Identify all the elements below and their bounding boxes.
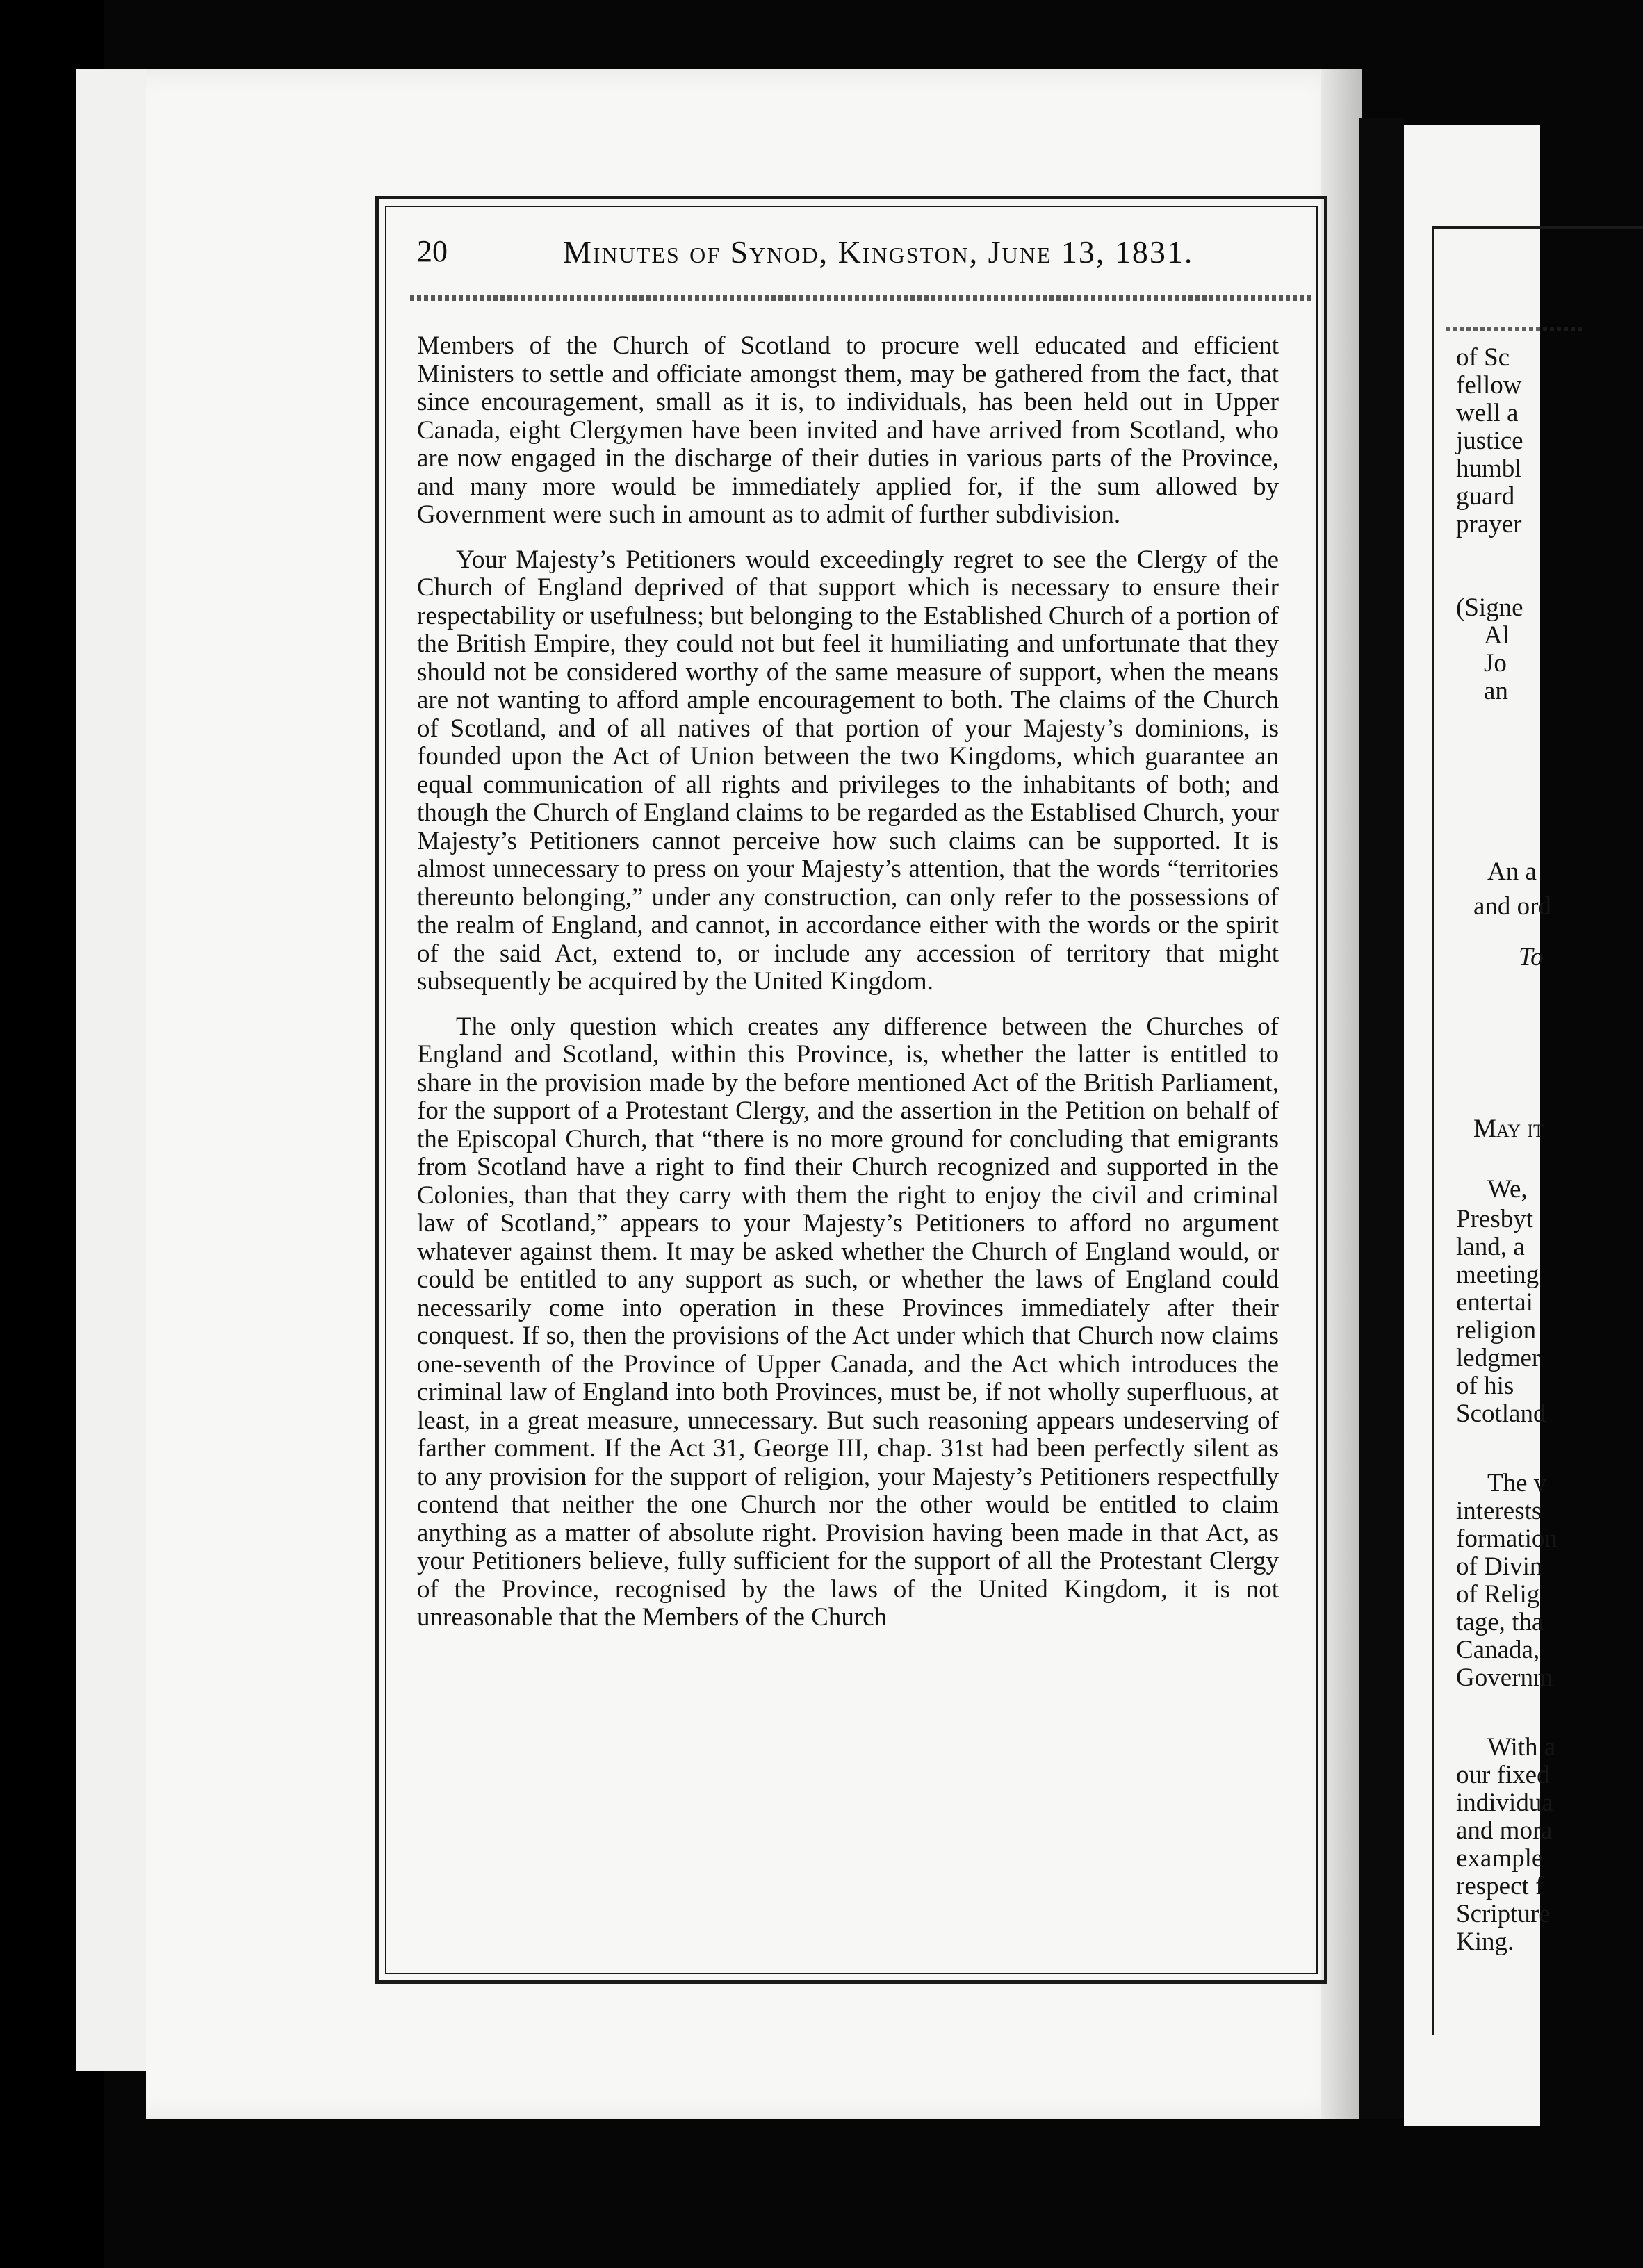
right-line: guard — [1456, 482, 1515, 511]
right-line: our fixed — [1456, 1761, 1550, 1789]
right-line: individua — [1456, 1789, 1553, 1817]
body-text — [417, 332, 1279, 1649]
right-line: humbl — [1456, 454, 1522, 483]
paragraph-1: Members of the Church of Scotland to procure well educated and efficient Ministers to settle and officiate amongst them, may be gathered from the fact, that since encouragement, small as it is, to individuals, has been held out in Upper Canada, eight Clergymen have been invited and have arrived from Scotland, who are now engaged in the discharge of their duties in various parts of the Province, and many more would be immediately applied for, if the sum allowed by Government were such in amount as to admit of further subdivision. — [417, 331, 1279, 529]
right-line: of Relig — [1456, 1580, 1540, 1609]
right-line: Scripture — [1456, 1900, 1551, 1928]
right-line: formation — [1456, 1525, 1558, 1553]
right-line: land, a — [1456, 1233, 1525, 1261]
right-line: and mora — [1456, 1816, 1553, 1845]
right-line: Presbyt — [1456, 1205, 1533, 1233]
right-line: Governm — [1456, 1663, 1553, 1692]
right-line: and ord — [1473, 892, 1551, 921]
right-line: prayer — [1456, 510, 1522, 539]
right-line: of Divin — [1456, 1552, 1543, 1581]
right-line: To — [1519, 943, 1544, 971]
right-page-head-rule — [1446, 327, 1585, 331]
right-line: meeting — [1456, 1260, 1539, 1289]
right-line: example — [1456, 1844, 1544, 1873]
right-line: interests — [1456, 1497, 1542, 1525]
paragraph-2: Your Majesty’s Petitioners would exceedingly regret to see the Clergy of the Church of England deprived of that support which is necessary to ensure their respectability or usefulness; but belonging to the Established Church of a portion of the British Empire, they could not but feel it humiliating and unfortunate that they should not be considered worthy of the same measure of support, when the means are not wanting to afford ample encouragement to both. The claims of the Church of Scotland, and of all natives of that portion of your Majesty’s dominions, is founded upon the Act of Union between the two Kingdoms, which guarantee an equal communication of all rights and privileges to the inhabitants of both; and though the Church of England claims to be regarded as the Establised Church, your Majesty’s Petitioners cannot perceive how such claims can be supported. It is almost unnecessary to press on your Majesty’s attention, that the words “territories thereunto belonging,” under any construction, can only refer to the possessions of the realm of England, and cannot, in accordance either with the words or the spirit of the said Act, extend to, or include any accession of territory that might subsequently be acquired by the United Kingdom. — [417, 545, 1279, 996]
right-line: religion — [1456, 1316, 1537, 1345]
right-line: respect f — [1456, 1872, 1544, 1900]
right-line: of his — [1456, 1372, 1514, 1400]
head-rule — [410, 295, 1314, 301]
right-line: an — [1484, 677, 1508, 705]
right-line: We, — [1487, 1175, 1528, 1203]
book-gutter — [1359, 118, 1404, 2119]
right-line: The v — [1487, 1469, 1547, 1497]
right-line: King. — [1456, 1928, 1514, 1956]
page-number: 20 — [417, 234, 448, 268]
right-line: of Sc — [1456, 343, 1510, 372]
paragraph-3: The only question which creates any difference between the Churches of England and Scotland, within this Province, is, whether the latter is entitled to share in the provision made by the before mentioned Act of the British Parliament, for the support of a Protestant Clergy, and the assertion in the Petition on behalf of the Episcopal Church, that “there is no more ground for concluding that emigrants from Scotland have a right to find their Church recognized and supported in the Colonies, than that they carry with them the right to enjoy the civil and criminal law of Scotland,” appears to your Majesty’s Petitioners to afford no argument whatever against them. It may be asked whether the Church of England would, or could be entitled to any support as such, or whether the laws of England could necessarily come into operation in these Provinces immediately after their conquest. If so, then the provisions of the Act under which that Church now claims one-seventh of the Province of Upper Canada, and the Act which introduces the criminal law of England into both Provinces, must be, if not wholly superfluous, at least, in a great measure, unnecessary. But such reasoning appears undeserving of farther comment. If the Act 31, George III, chap. 31st had been perfectly silent as to any provision for the support of religion, your Majesty’s Petitioners respectfully contend that neither the one Church nor the other would be entitled to claim anything as a matter of absolute right. Provision having been made in that Act, as your Petitioners believe, fully sufficient for the support of all the Protestant Clergy of the Province, recognised by the laws of the United Kingdom, it is not unreasonable that the Members of the Church — [417, 1012, 1279, 1632]
right-line: Canada, — [1456, 1636, 1540, 1664]
right-line: entertai — [1456, 1288, 1533, 1317]
right-line: fellow — [1456, 371, 1522, 400]
running-head — [417, 229, 1300, 278]
right-line: Al — [1484, 621, 1510, 650]
right-page-fragment — [1404, 125, 1558, 2126]
right-line: Scotland — [1456, 1399, 1546, 1428]
right-line: May it — [1473, 1115, 1544, 1143]
right-line: With a — [1487, 1733, 1556, 1761]
right-line: well a — [1456, 399, 1519, 427]
running-head-title: Minutes of Synod, Kingston, June 13, 1831. — [563, 234, 1194, 270]
right-line: justice — [1456, 427, 1523, 455]
right-line: ledgmer — [1456, 1344, 1541, 1372]
right-line: An a — [1487, 857, 1537, 886]
right-line: tage, tha — [1456, 1608, 1544, 1636]
right-line: (Signe — [1456, 593, 1523, 622]
right-line: Jo — [1484, 649, 1507, 677]
